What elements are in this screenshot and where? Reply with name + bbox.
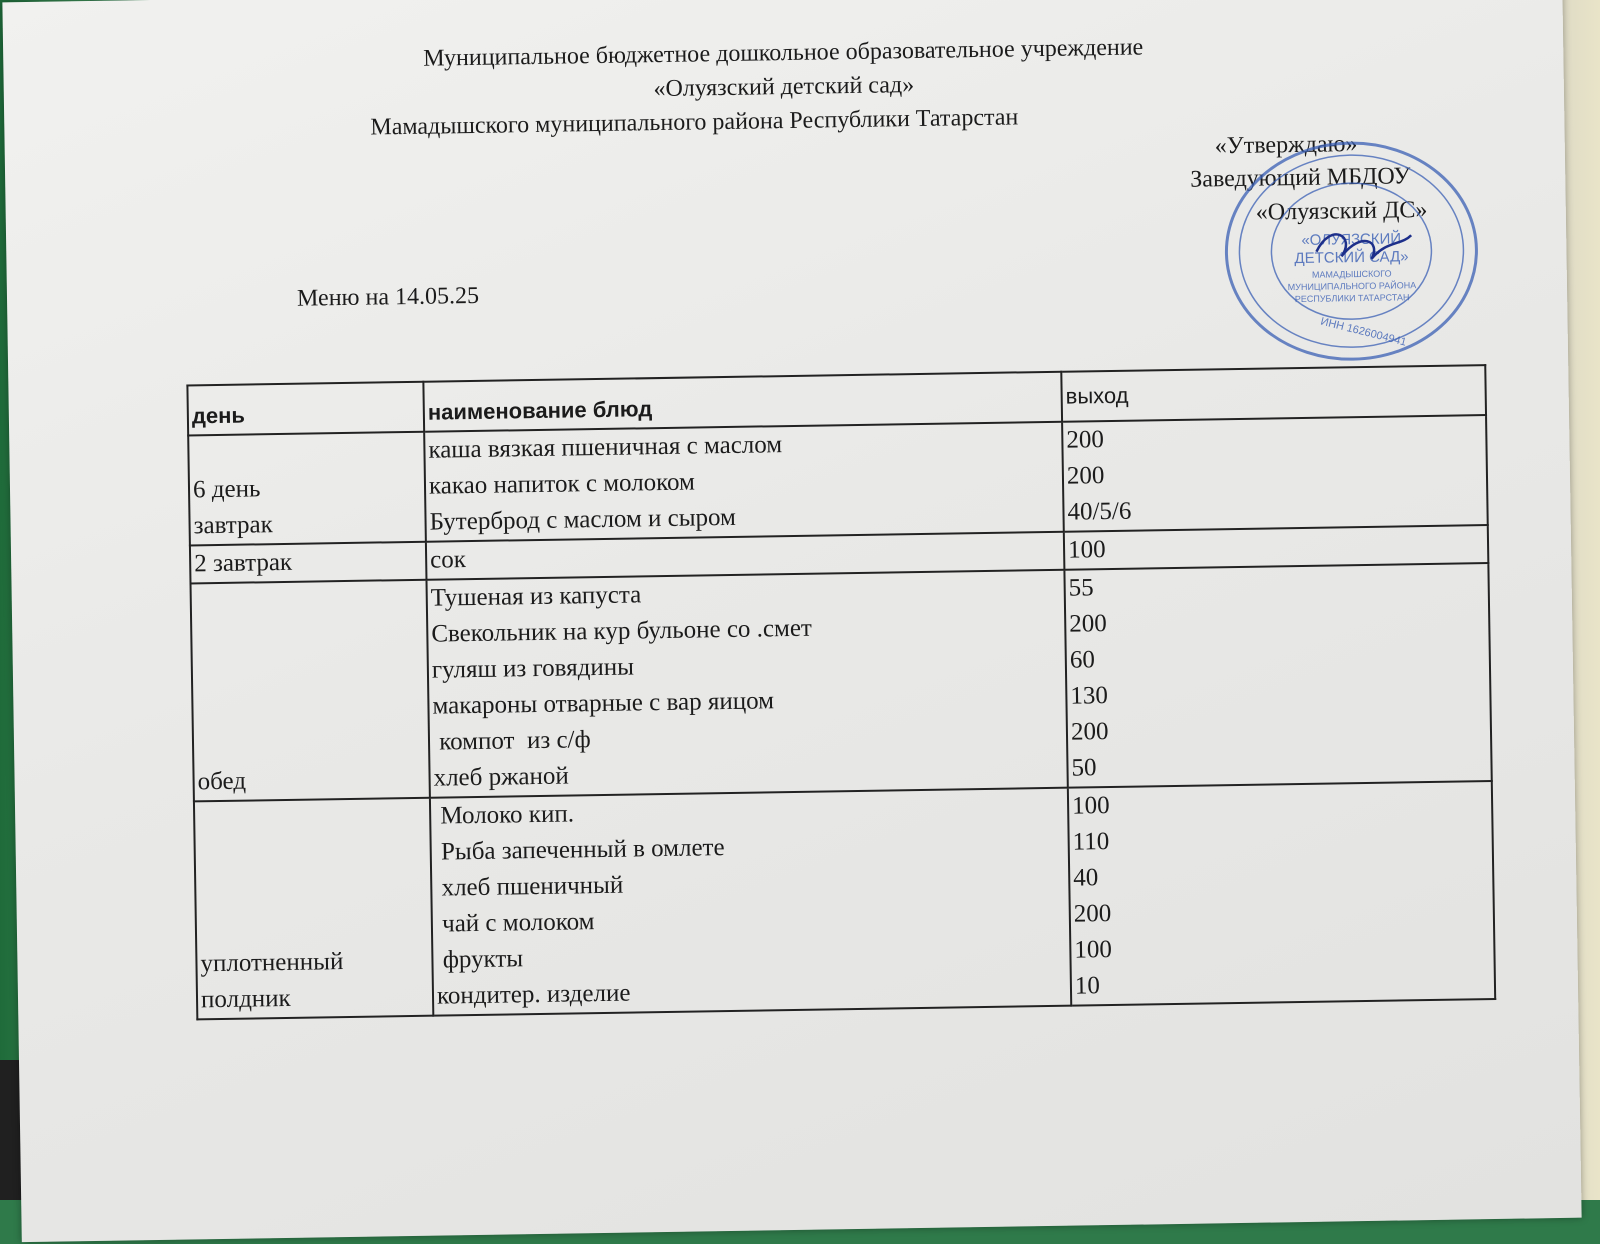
dish: чай с молоком [435,908,595,938]
stamp-text: ДЕТСКИЙ САД» [1294,248,1409,268]
portion: 40 [1073,864,1099,892]
dishes-cell [424,422,1064,542]
portion: 100 [1067,536,1106,564]
approval-position: Заведующий МБДОУ [1190,163,1411,193]
official-stamp [1220,137,1484,366]
day-cell [190,542,427,584]
menu-table [186,364,1496,1020]
dish: гуляш из говядины [431,653,635,684]
portion: 100 [1071,792,1110,820]
portion: 200 [1066,426,1105,454]
portion: 100 [1074,936,1113,964]
stamp-text: МУНИЦИПАЛЬНОГО РАЙОНА [1287,280,1417,293]
dishes-cell [426,570,1067,798]
dish: Свекольник на кур бульоне со .смет [431,614,813,648]
portion: 200 [1073,900,1112,928]
table-row [191,563,1492,801]
table-row [194,781,1495,1019]
portion: 110 [1072,828,1110,856]
dishes-cell [430,788,1071,1016]
dish: какао напиток с молоком [428,468,696,500]
dish: компот из с/ф [432,726,591,756]
stamp-text: «ОЛУЯЗСКИЙ [1301,230,1402,249]
stamp-text: РЕСПУБЛИКИ ТАТАРСТАН [1294,292,1410,305]
dish: Тушеная из капуста [430,581,642,612]
portions-cell [1064,525,1489,570]
portion: 50 [1071,754,1097,782]
portion: 130 [1070,682,1109,710]
portion: 60 [1069,646,1096,674]
menu-title: Меню на 14.05.25 [296,282,480,312]
dish: кондитер. изделие [436,979,631,1010]
dish: макароны отварные с вар яицом [432,687,775,720]
stamp-inn: ИНН 1626004941 [1319,315,1408,349]
header-day: день [187,382,424,436]
dish: сок [429,546,467,574]
dish: фрукты [436,945,524,974]
portion: 200 [1070,718,1109,746]
day-cell [188,432,426,546]
org-name-line3: Мамадышского муниципального района Республики Татарстан [370,104,1019,141]
dish: хлеб ржаной [433,762,569,792]
org-name-line2: «Олуязский детский сад» [653,72,915,103]
org-name-line1: Муниципальное бюджетное дошкольное образовательное учреждение [423,34,1144,72]
day-text: завтрак [193,511,273,540]
day-text: полдник [200,984,291,1014]
day-text: 6 день [192,475,261,504]
dish: хлеб пшеничный [435,871,624,902]
day-cell [191,580,430,802]
header-dishes: наименование блюд [423,372,1062,432]
dish: Рыба запеченный в омлете [434,834,725,866]
portions-cell [1062,415,1488,532]
dish: Молоко кип. [433,800,575,830]
portions-cell [1064,563,1491,788]
header-portion: выход [1061,365,1486,422]
portion: 55 [1068,574,1094,602]
dish: Бутерброд с маслом и сыром [429,503,737,536]
day-cell [194,798,433,1020]
portion: 10 [1074,972,1101,1000]
dish: каша вязкая пшеничная с маслом [428,431,783,464]
stamp-text: МАМАДЫШСКОГО [1311,268,1392,280]
portion: 200 [1066,462,1105,490]
portions-cell [1068,781,1495,1006]
approval-label: «Утверждаю» [1214,131,1358,160]
approval-org: «Олуязский ДС» [1255,196,1428,226]
day-text: уплотненный [200,948,344,978]
portion: 200 [1069,610,1107,638]
document-page [2,0,1581,1242]
day-text: обед [197,767,247,796]
table-row [188,415,1488,545]
portion: 40/5/6 [1067,497,1132,526]
day-text: 2 завтрак [193,548,293,578]
